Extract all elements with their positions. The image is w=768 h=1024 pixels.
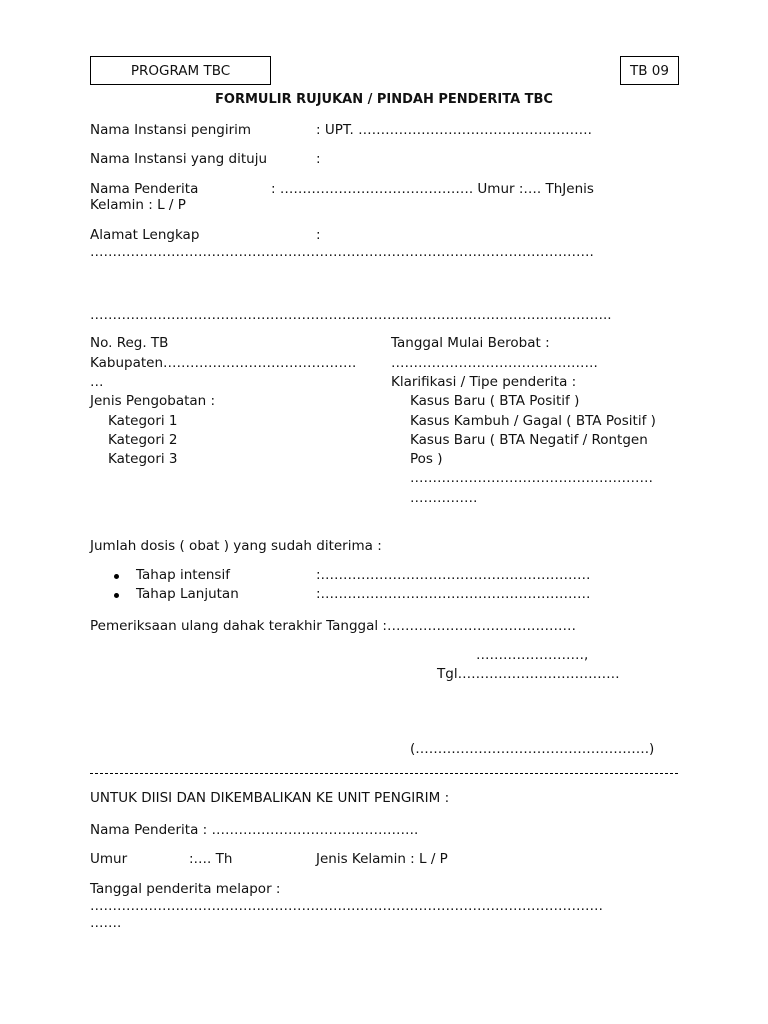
program-label-box: [90, 56, 271, 85]
start-date-label: Tanggal Mulai Berobat :: [391, 335, 550, 351]
form-code: TB 09: [630, 62, 669, 79]
dosage-item-value: :……………………………………………………: [316, 567, 591, 583]
sender-value: : UPT. …………………………………………….: [316, 122, 592, 138]
return-age-value: :…. Th: [189, 851, 233, 867]
address-line-1: ………………………………………………………………………………………………….: [90, 244, 594, 260]
form-title: FORMULIR RUJUKAN / PINDAH PENDERITA TBC: [215, 92, 553, 107]
district-line-cont: …: [90, 374, 104, 390]
gender-line: Kelamin : L / P: [90, 197, 186, 213]
address-label: Alamat Lengkap: [90, 227, 200, 243]
start-date-line: ……………………………………….: [391, 355, 598, 371]
cut-line-divider: [90, 773, 678, 774]
reg-label: No. Reg. TB: [90, 335, 169, 351]
patient-value: : ……………………………………. Umur :…. ThJenis: [271, 181, 594, 197]
signature-date-line: Tgl………………………………: [437, 666, 620, 682]
return-age-label: Umur: [90, 851, 128, 867]
category-item: Kategori 3: [108, 451, 178, 467]
category-item: Kategori 1: [108, 413, 178, 429]
dosage-item-label: Tahap Lanjutan: [136, 586, 239, 602]
district-line: Kabupaten…………………………………….: [90, 355, 357, 371]
address-line-2: ……………………………………………………………………………………………………..: [90, 307, 612, 323]
patient-label: Nama Penderita: [90, 181, 199, 197]
patient-type-other-line: ……………: [410, 490, 478, 506]
dosage-label: Jumlah dosis ( obat ) yang sudah diterima :: [90, 538, 382, 554]
patient-type-item: Pos ): [410, 451, 443, 467]
patient-type-other-line: ………………………………………………: [410, 470, 653, 486]
patient-type-item: Kasus Baru ( BTA Negatif / Rontgen: [410, 432, 648, 448]
report-date-line-2: …….: [90, 915, 122, 931]
signature-place-line: ……………………,: [476, 647, 589, 663]
category-item: Kategori 2: [108, 432, 178, 448]
return-patient-line: Nama Penderita : ……………………………………….: [90, 822, 419, 838]
report-date-line-1: ……………………………………………………………………………………………………: [90, 898, 603, 914]
program-label: PROGRAM TBC: [130, 62, 231, 79]
patient-type-item: Kasus Kambuh / Gagal ( BTA Positif ): [410, 413, 656, 429]
sender-label: Nama Instansi pengirim: [90, 122, 252, 138]
target-label: Nama Instansi yang dituju: [90, 151, 268, 167]
signature-name-line: (…………………………………………….): [410, 741, 655, 757]
treatment-label: Jenis Pengobatan :: [90, 393, 216, 409]
form-code-box: [620, 56, 679, 85]
target-value: :: [316, 151, 321, 167]
return-gender-value: Jenis Kelamin : L / P: [316, 851, 448, 867]
patient-type-item: Kasus Baru ( BTA Positif ): [410, 393, 580, 409]
classification-label: Klarifikasi / Tipe penderita :: [391, 374, 577, 390]
dosage-item-label: Tahap intensif: [136, 567, 230, 583]
bullet-icon: [114, 593, 119, 598]
report-date-label: Tanggal penderita melapor :: [90, 881, 281, 897]
bullet-icon: [114, 574, 119, 579]
address-value: :: [316, 227, 321, 243]
sputum-exam-line: Pemeriksaan ulang dahak terakhir Tanggal :……………………………………: [90, 618, 576, 634]
return-heading: UNTUK DIISI DAN DIKEMBALIKAN KE UNIT PENGIRIM :: [90, 790, 450, 806]
dosage-item-value: :……………………………………………………: [316, 586, 591, 602]
